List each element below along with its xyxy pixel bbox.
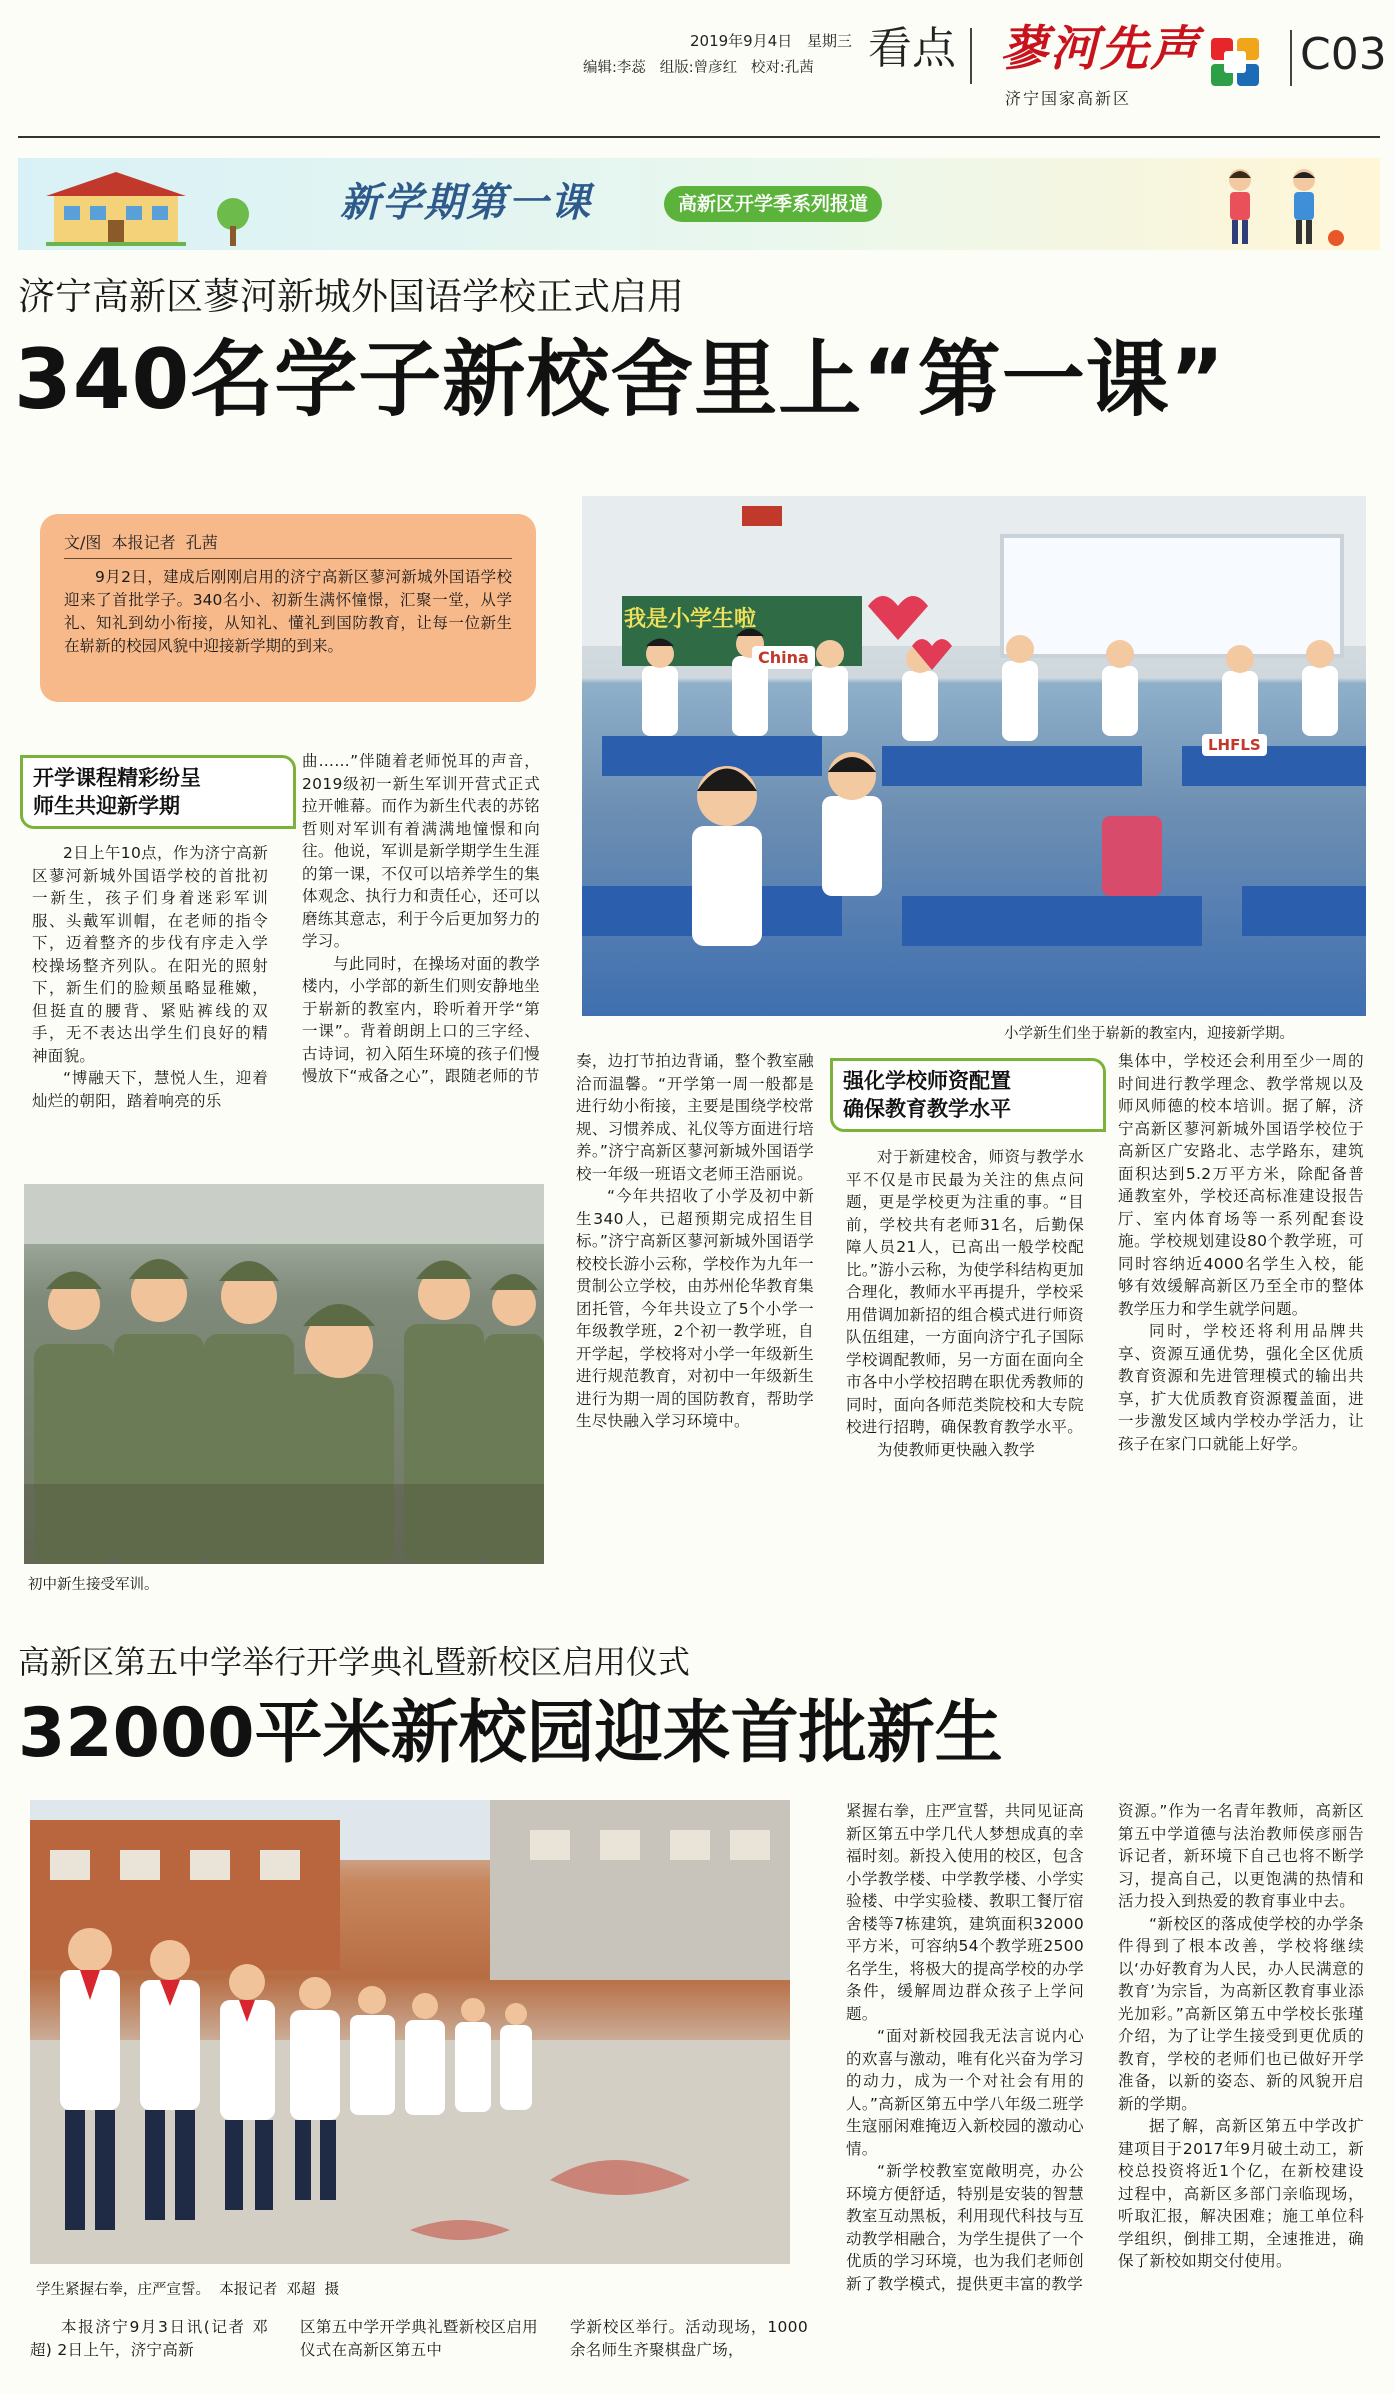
paragraph: 区第五中学开学典礼暨新校区启用仪式在高新区第五中 (300, 2318, 538, 2359)
paragraph: “今年共招收了小学及初中新生340人，已超预期完成招生目标。”济宁高新区蓼河新城外国语学校校长游小云称，学校作为九年一贯制公立学校，由苏州伦华教育集团托管，今年共设立了5个小学一年级教学班，2个初一教学班，自开学起，学校将对小学一年级新生进行规范教育，对初中一年级新生进行为期一周的国防教育，帮助学生尽快融入学习环境中。 (576, 1187, 814, 1430)
lead-box (40, 514, 536, 702)
brand-sub: 济宁国家高新区 (1005, 89, 1132, 108)
brand-emblem-icon (1207, 34, 1263, 90)
paragraph: 集体中，学校还会利用至少一周的时间进行教学理念、教学常规以及师风师德的校本培训。据了解，济宁高新区蓼河新城外国语学校位于高新区广安路北、志学路东，建筑面积达到5.2万平方米，除配备普通教室外，学校还高标准建设报告厅、室内体育场等一系列配套设施。学校规划建设80个教学班，可同时容纳近4000名学生入校，能够有效缓解高新区乃至全市的整体教学压力和学生就学问题。 (1118, 1052, 1364, 1318)
paragraph: 资源。”作为一名青年教师，高新区第五中学道德与法治教师侯彦丽告诉记者，新环境下自己也将不断学习，提高自己，以更饱满的热情和活力投入到热爱的教育事业中去。 (1118, 1802, 1364, 1910)
banner-tag: 高新区开学季系列报道 (664, 186, 882, 222)
paragraph: “新校区的落成使学校的办学条件得到了根本改善，学校将继续以‘办好教育为人民，办人民满意的教育’为宗旨，为高新区教育事业添光加彩。”高新区第五中学校长张瑾介绍，为了让学生接受到更优质的教育，学校的老师们也已做好开学准备，以新的姿态、新的风貌开启新的学期。 (1118, 1914, 1364, 2113)
paragraph: “博融天下，慧悦人生，迎着灿烂的朝阳，踏着响亮的乐 (32, 1069, 268, 1110)
paragraph: 据了解，高新区第五中学改扩建项目于2017年9月破土动工，新校总投资将近1个亿，在新校建设过程中，高新区多部门亲临现场，听取汇报，解决困难；施工单位科学组织，倒排工期，全速推进，确保了新校如期交付使用。 (1118, 2117, 1364, 2270)
story1-column-1 (32, 842, 268, 1112)
story1-kicker: 济宁高新区蓼河新城外国语学校正式启用 (18, 275, 684, 318)
issue-date (690, 30, 852, 51)
sign-xiaoxuesheng: 我是小学生啦 (624, 607, 757, 632)
tree-illustration (213, 196, 253, 246)
header-divider (970, 28, 972, 84)
brand-logo: 蓼河先声 (1000, 21, 1201, 77)
page-divider (1290, 30, 1292, 86)
weekday-text: 星期三 (807, 32, 853, 50)
paragraph: 与此同时，在操场对面的教学楼内，小学部的新生们则安静地坐于崭新的教室内，聆听着开学“第一课”。背着朗朗上口的三字经、古诗词，初入陌生环境的孩子们慢慢放下“戒备之心”，跟随老师的节 (302, 954, 540, 1085)
masthead (0, 0, 1394, 140)
story1-headline: 340名学子新校舍里上“第一课” (14, 331, 1226, 428)
paragraph: 本报济宁9月3日讯(记者 邓超) 2日上午，济宁高新 (30, 2318, 268, 2359)
paragraph: 紧握右拳，庄严宣誓，共同见证高新区第五中学几代人梦想成真的幸福时刻。新投入使用的校区，包含小学教学楼、中学教学楼、小学实验楼、中学实验楼、教职工餐厅宿舍楼等7栋建筑，建筑面积32000平方米，可容纳54个教学班2500名学生，将极大的提高学校的办学条件，缓解周边群众孩子上学问题。 (846, 1802, 1084, 2023)
military-photo-caption: 初中新生接受军训。 (28, 1577, 159, 1593)
children-illustration (1206, 164, 1356, 248)
story1-column-4 (846, 1146, 1084, 1461)
banner-title: 新学期第一课 (340, 180, 592, 226)
lead-paragraph: 9月2日，建成后刚刚启用的济宁高新区蓼河新城外国语学校迎来了首批学子。340名小、初新生满怀憧憬，汇聚一堂，从学礼、知礼到幼小衔接，从知礼、懂礼到国防教育，让每一位新生在崭新的校园风貌中迎接新学期的到来。 (64, 568, 512, 655)
oath-ceremony-photo (30, 1800, 790, 2264)
paragraph: 曲……”伴随着老师悦耳的声音，2019级初一新生军训开营式正式拉开帷幕。而作为新生代表的苏铭哲则对军训有着满满地憧憬和向往。他说，军训是新学期学生生涯的第一课，不仅可以培养学生的集体观念、执行力和责任心，还可以磨练其意志，利于今后更加努力的学习。 (302, 752, 540, 950)
military-training-photo (24, 1184, 544, 1564)
story2-headline: 32000平米新校园迎来首批新生 (18, 1694, 1003, 1773)
paragraph: 2日上午10点，作为济宁高新区蓼河新城外国语学校的首批初一新生，孩子们身着迷彩军训服、头戴军训帽，在老师的指令下，迈着整齐的步伐有序走入学校操场整齐列队。在阳光的照射下，新生们的脸颊虽略显稚嫩，但挺直的腰背、紧贴裤线的双手，无不表达出学生们良好的精神面貌。 (32, 844, 268, 1065)
classroom-photo (582, 496, 1366, 1016)
byline: 文/图 本报记者 孔茜 (64, 533, 218, 552)
section-name: 看点 (868, 23, 956, 74)
story2-column-d (846, 1800, 1084, 2295)
story2-column-b (300, 2316, 538, 2361)
paragraph: 对于新建校舍，师资与教学水平不仅是市民最为关注的焦点问题，更是学校更为注重的事。“目前，学校共有老师31名，后勤保障人员21人，已高出一般学校配比。”游小云称，为使学科结构更加合理化，教师水平再提升，学校采用借调加新招的组合模式进行师资队伍组建，一方面向济宁孔子国际学校调配教师，另一方面在面向全市各中小学校招聘在职优秀教师的同时，面向各师范类院校和大专院校进行招聘，确保教育教学水平。 (846, 1148, 1084, 1436)
byline-rule (64, 558, 512, 559)
story2-column-c (570, 2316, 808, 2361)
editors-line: 编辑:李蕊 组版:曾彦红 校对:孔茜 (583, 60, 814, 76)
page-number: C03 (1300, 29, 1387, 80)
paragraph: 同时，学校还将利用品牌共享、资源互通优势，强化全区优质教育资源和先进管理模式的输出共享，扩大优质教育资源覆盖面，进一步激发区域内学校办学活力，让孩子在家门口就能上好学。 (1118, 1322, 1364, 1453)
story2-kicker: 高新区第五中学举行开学典礼暨新校区启用仪式 (18, 1643, 691, 1681)
story1-column-5 (1118, 1050, 1364, 1455)
paragraph: “新学校教室宽敞明亮，办公环境方便舒适，特别是安装的智慧教室互动黑板，利用现代科技与互动教学相融合，为学生提供了一个优质的学习环境，也为我们老师创新了教学模式，提供更丰富的教学 (846, 2162, 1084, 2293)
subhead-teachers: 强化学校师资配置 确保教育教学水平 (830, 1058, 1106, 1132)
sign-lhfls: LHFLS (1202, 734, 1267, 756)
paragraph: 为使教师更快融入教学 (877, 1440, 1036, 1459)
sign-china: China (752, 646, 815, 669)
story2-column-a (30, 2316, 268, 2361)
paragraph: 学新校区举行。活动现场，1000余名师生齐聚棋盘广场， (570, 2318, 808, 2359)
date-text: 2019年9月4日 (690, 32, 793, 50)
story1-column-2 (302, 750, 540, 1088)
series-banner (18, 158, 1380, 250)
story1-column-3 (576, 1050, 814, 1433)
story2-column-e (1118, 1800, 1364, 2273)
subhead-courses: 开学课程精彩纷呈 师生共迎新学期 (20, 755, 296, 829)
school-building-illustration (46, 172, 186, 246)
paragraph: “面对新校园我无法言说内心的欢喜与激动，唯有化兴奋为学习的动力，成为一个对社会有用的人。”高新区第五中学八年级二班学生寇丽闲难掩迈入新校园的激动心情。 (846, 2027, 1084, 2158)
classroom-photo-caption: 小学新生们坐于崭新的教室内，迎接新学期。 (1004, 1026, 1294, 1042)
paragraph: 奏，边打节拍边背诵，整个教室融洽而温馨。“开学第一周一般都是进行幼小衔接，主要是围绕学校常规、习惯养成、礼仪等方面进行培养。”济宁高新区蓼河新城外国语学校一年级一班语文老师王浩丽说。 (576, 1052, 814, 1183)
oath-photo-caption: 学生紧握右拳，庄严宣誓。 本报记者 邓超 摄 (36, 2282, 340, 2298)
header-rule (18, 136, 1380, 138)
lead-text (64, 566, 512, 658)
